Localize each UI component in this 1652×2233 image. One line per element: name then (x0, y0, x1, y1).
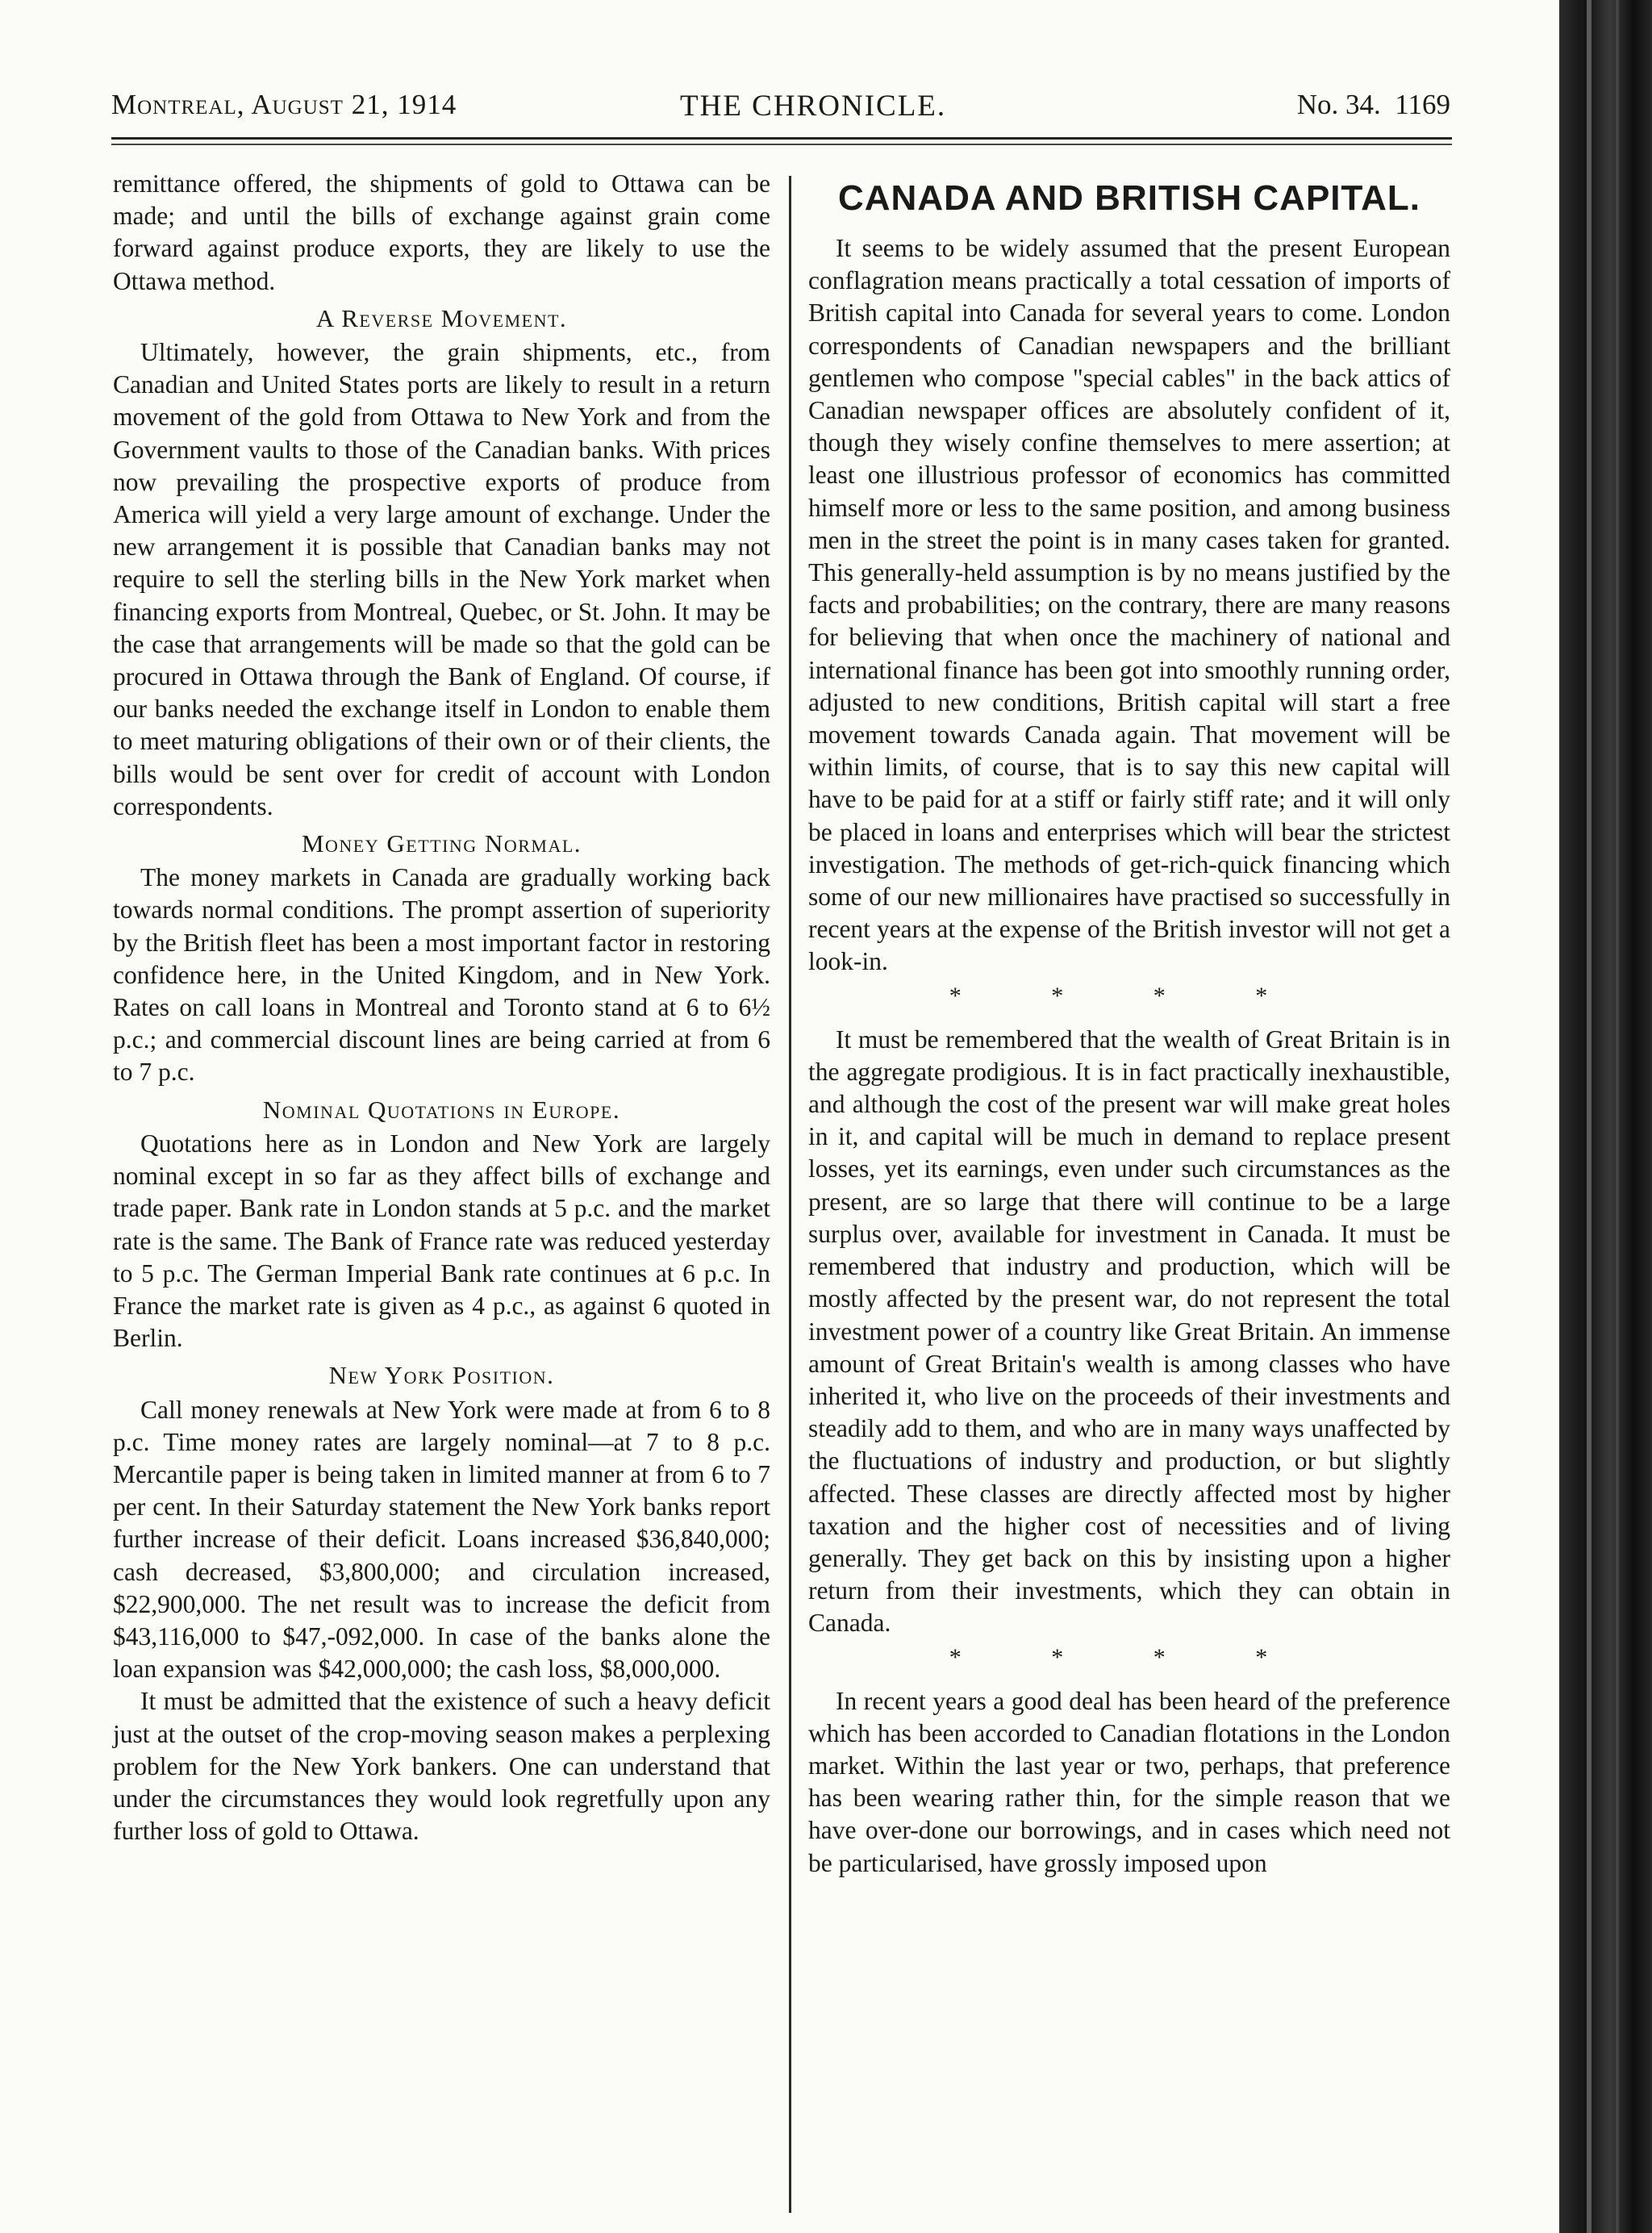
header-issue: No. 34. (1296, 89, 1381, 120)
section-stars-2: * * * * (949, 1643, 1310, 1671)
header-rule-bottom (111, 144, 1452, 145)
header-issue-page (1297, 89, 1450, 121)
article-title: CANADA AND BRITISH CAPITAL. (838, 178, 1420, 218)
subheading-nominal-quotations: Nominal Quotations in Europe. (262, 1095, 621, 1124)
left-paragraph-4: Quotations here as in London and New York are largely nominal except in so far as they affect bills of exchange and trade paper. Bank rate in London stands at 5 p.c. and the market rate is the same. The Bank of France rate was reduced yesterday to 5 p.c. The German Imperial Bank rate continues at 6 p.c. In France the market rate is given as 4 p.c., as against 6 quoted in Berlin. (113, 1129, 770, 1353)
subheading-new-york-position: New York Position. (328, 1361, 555, 1390)
header-title: THE CHRONICLE. (680, 90, 947, 123)
left-paragraph-5: Call money renewals at New York were made at from 6 to 8 p.c. Time money rates are largely nominal—at 7 to 8 p.c. Mercantile paper is being taken in limited manner at from 6 to 7 per cent. In their Saturday statement the New York banks report further increase of their deficit. Loans increased $36,840,000; cash decreased, $3,800,000; and circulation increased, $22,900,000. The net result was to increase the deficit from $43,116,000 to $47,-092,000. In case of the banks alone the loan expansion was $42,000,000; the cash loss, $8,000,000. (113, 1395, 770, 1684)
section-stars-1: * * * * (949, 982, 1310, 1009)
scanned-book-edge (1559, 0, 1652, 2233)
header-page-number: 1169 (1395, 89, 1450, 120)
right-paragraph-2: It must be remembered that the wealth of Great Britain is in the aggregate prodigious. It is in fact practically inexhaustible, and although the cost of the present war will make great holes in it, and capital will be much in demand to replace present losses, yet its earnings, even under such circumstances as the present, are so large that there will continue to be a large surplus over, available for investment in Canada. It must be remembered that industry and production, which will be mostly affected by the present war, do not represent the total investment power of a country like Great Britain. An immense amount of Great Britain's wealth is among classes who have inherited it, who live on the proceeds of their investments and steadily add to them, and who are in many ways unaffected by the fluctuations of industry and production, or but slightly affected. These classes are directly affected most by higher taxation and the higher cost of necessities and of living generally. They get back on this by insisting upon a higher return from their investments, which they can obtain in Canada. (808, 1025, 1450, 1638)
left-paragraph-2: Ultimately, however, the grain shipments, etc., from Canadian and United States ports are likely to result in a return movement of the gold from Ottawa to New York and from the Government vaults to those of the Canadian banks. With prices now prevailing the prospective exports of produce from America will yield a very large amount of exchange. Under the new arrangement it is possible that Canadian banks may not require to sell the sterling bills in the New York market when financing exports from Montreal, Quebec, or St. John. It may be the case that arrangements will be made so that the gold can be procured in Ottawa through the Bank of England. Of course, if our banks needed the exchange itself in London to enable them to meet maturing obligations of their own or of their clients, the bills would be sent over for credit of account with London correspondents. (113, 338, 770, 820)
left-paragraph-6: It must be admitted that the existence of such a heavy deficit just at the outset of the crop-moving season makes a perplexing problem for the New York bankers. One can understand that under the circumstances they would look regretfully upon any further loss of gold to Ottawa. (113, 1687, 770, 1846)
page-header (111, 89, 1450, 134)
header-rule-top (111, 137, 1452, 140)
right-paragraph-1: It seems to be widely assumed that the present European conflagration means practically a total cessation of imports of British capital into Canada for several years to come. London correspondents of Canadian newspapers and the brilliant gentlemen who compose "special cables" in the back attics of Canadian newspaper offices are absolutely confident of it, though they wisely confine themselves to mere assertion; at least one illustrious professor of economics has committed himself more or less to the same position, and among business men in the street the point is in many cases taken for granted. This generally-held assumption is by no means justified by the facts and probabilities; on the contrary, there are many reasons for believing that when once the machinery of national and international finance has been got into smoothly running order, adjusted to new conditions, British capital will start a free movement towards Canada again. That movement will be within limits, of course, that is to say this new capital will have to be paid for at a stiff or fairly stiff rate; and it will only be placed in loans and enterprises which will bear the strictest investigation. The methods of get-rich-quick financing which some of our new millionaires have practised so successfully in recent years at the expense of the British investor will not get a look-in. (808, 234, 1450, 976)
column-divider (789, 176, 791, 2213)
subheading-money-normal: Money Getting Normal. (301, 829, 582, 858)
subheading-reverse-movement: A Reverse Movement. (315, 303, 568, 332)
left-paragraph-1: remittance offered, the shipments of gold to Ottawa can be made; and until the bills of exchange against grain come forward against produce exports, they are likely to use the Ottawa method. (113, 169, 770, 295)
right-paragraph-3: In recent years a good deal has been heard of the preference which has been accorded to Canadian flotations in the London market. Within the last year or two, perhaps, that preference has been wearing rather thin, for the simple reason that we have over-done our borrowings, and in cases which need not be particularised, have grossly imposed upon (808, 1686, 1450, 1877)
left-column (113, 168, 770, 1847)
left-paragraph-3: The money markets in Canada are gradually working back towards normal conditions. The prompt assertion of superiority by the British fleet has been a most important factor in restoring confidence here, in the United Kingdom, and in New York. Rates on call loans in Montreal and Toronto stand at 6 to 6½ p.c.; and commercial discount lines are being carried at from 6 to 7 p.c. (113, 863, 770, 1087)
header-date: Montreal, August 21, 1914 (111, 89, 457, 120)
right-column (808, 177, 1450, 1880)
